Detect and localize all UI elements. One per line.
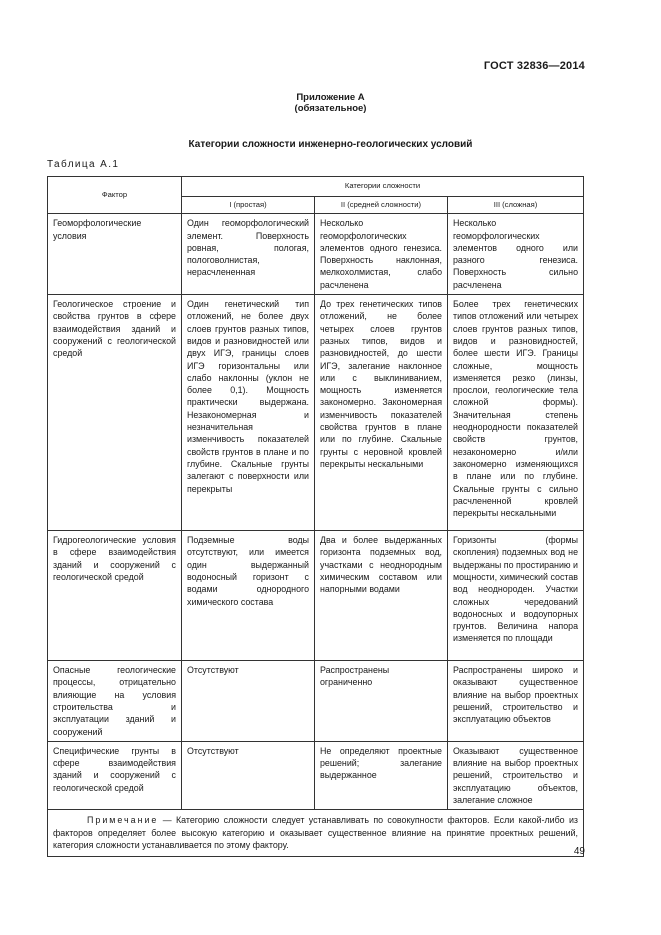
table-note-row [48, 810, 584, 857]
complexity-table [47, 176, 584, 857]
appendix-title: Приложение А [296, 92, 365, 103]
simple-cell: Подземные воды отсутствуют, или имеется один выдержанный водоносный горизонт с водами однородного химического состава [182, 531, 315, 661]
table-note [48, 810, 584, 857]
simple-cell: Отсутствуют [182, 661, 315, 742]
table-header-row [48, 177, 584, 197]
complex-cell: Оказывают существенное влияние на выбор проектных решений, строительство и эксплуатацию объектов, залегание сложное [448, 741, 584, 809]
table-row [48, 531, 584, 661]
simple-cell: Один геоморфологический элемент. Поверхность ровная, пологая, пологоволнистая, нерасчлененная [182, 214, 315, 295]
standard-number: ГОСТ 32836—2014 [483, 60, 585, 72]
medium-cell: Два и более выдержанных горизонта подземных вод, участками с неоднородным химическим составом или напорными водами [315, 531, 448, 661]
medium-cell: Не определяют проектные решений; залегание выдержанное [315, 741, 448, 809]
categories-header: Категории сложности [182, 177, 584, 197]
complex-cell: Более трех генетических типов отложений или четырех слоев грунтов разных типов, видов и разновидностей, более шести ИГЭ. Границы сложные, мощность изменяется резко (линзы, прослои, геологические тела сложной формы). Значительная степень неоднородности показателей свойств грунтов, незакономерно и/или закономерно изменяющихся в плане или по глубине. Скальные грунты с сильно расчлененной кровлей перекрыты нескальными [448, 295, 584, 531]
medium-cell: До трех генетических типов отложений, не более четырех слоев грунтов разных типов, видов и разновидностей, до шести ИГЭ, залегание наклонное или с выклиниванием, мощность изменяется закономерно. Закономерная изменчивость показателей свойства грунтов в плане или по глубине. Скальные грунты с неровной кровлей перекрыты нескальными [315, 295, 448, 531]
factor-cell: Геологическое строение и свойства грунтов в сфере взаимодействия зданий и сооружений с геологической средой [48, 295, 182, 531]
note-text: — Категорию сложности следует устанавливать по совокупности факторов. Если какой-либо из факторов определяет более высокую категорию и оказывает существенное влияние на принятие проектных решений, категория сложности устанавливается по этому фактору. [53, 815, 579, 850]
table-row [48, 661, 584, 742]
simple-cell: Отсутствуют [182, 741, 315, 809]
factor-header: Фактор [48, 177, 182, 214]
category-header-medium: II (средней сложности) [315, 197, 448, 214]
appendix-status: (обязательное) [294, 103, 367, 114]
page-title: Категории сложности инженерно-геологических условий [188, 139, 473, 150]
factor-cell: Гидрогеологические условия в сфере взаимодействия зданий и сооружений с геологической средой [48, 531, 182, 661]
category-header-simple: I (простая) [182, 197, 315, 214]
table-row [48, 741, 584, 809]
factor-cell: Специфические грунты в сфере взаимодействия зданий и сооружений с геологической средой [48, 741, 182, 809]
complex-cell: Горизонты (формы скопления) подземных вод не выдержаны по простиранию и мощности, химический состав вод неоднороден. Участки сложных чередований водоносных и водоупорных грунтов. Величина напора изменяется по площади [448, 531, 584, 661]
table-row [48, 295, 584, 531]
medium-cell: Несколько геоморфологических элементов одного генезиса. Поверхность наклонная, мелкохолмистая, слабо расчленена [315, 214, 448, 295]
factor-cell: Опасные геологические процессы, отрицательно влияющие на условия строительства и эксплуатации зданий и сооружений [48, 661, 182, 742]
table-caption: Таблица А.1 [47, 159, 120, 170]
appendix-heading [0, 92, 661, 114]
note-label: Примечание [87, 815, 159, 826]
medium-cell: Распространены ограниченно [315, 661, 448, 742]
simple-cell: Один генетический тип отложений, не более двух слоев грунтов разных типов, видов и разновидностей или двух ИГЭ, границы слоев ИГЭ горизонтальны или слабо наклонны (уклон не более 0,1). Мощность практически выдержана. Незакономерная и незначительная изменчивость показателей свойств грунтов в плане и по глубине. Скальные грунты залегают с поверхности или перекрыты [182, 295, 315, 531]
complex-cell: Распространены широко и оказывают существенное влияние на выбор проектных решений, строительство и эксплуатацию объектов [448, 661, 584, 742]
table-row [48, 214, 584, 295]
page-number: 49 [573, 846, 585, 857]
category-header-complex: III (сложная) [448, 197, 584, 214]
factor-cell: Геоморфологические условия [48, 214, 182, 295]
complex-cell: Несколько геоморфологических элементов одного или разного генезиса. Поверхность сильно расчленена [448, 214, 584, 295]
